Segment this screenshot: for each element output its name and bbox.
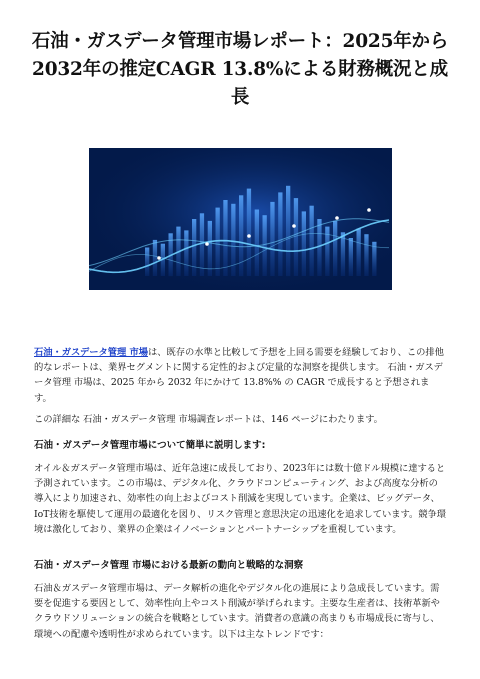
section2-paragraph: 石油＆ガスデータ管理市場は、データ解析の進化やデジタル化の進展により急成長しています。需要を促進する要因として、効率性向上やコスト削減が挙げられます。主要な生産者は、技術革新やクラウドソリューションの統合を戦略としています。消費者の意識の高まりも市場成長に寄与し、環境への配慮や透明性が求められています。以下は主なトレンドです： [34,583,440,640]
hero-bar [263,215,267,276]
hero-dot [157,256,161,260]
hero-bar [208,221,212,276]
section2-heading: 石油・ガスデータ管理 市場における最新の動向と戦略的な洞察 [34,560,304,571]
hero-dot [335,216,339,220]
pages-paragraph: この詳細な 石油・ガスデータ管理 市場調査レポートは、146 ページにわたります。 [34,414,383,425]
hero-bar [145,248,149,277]
hero-bar [184,230,188,276]
hero-bar [270,202,274,276]
section1-heading: 石油・ガスデータ管理市場について簡単に説明します: [34,440,266,451]
hero-bar [200,213,204,276]
hero-bar [153,240,157,276]
hero-dot [205,242,209,246]
market-link[interactable]: 石油・ガスデータ管理 市場 [34,347,148,358]
hero-chart-image [89,148,392,290]
page-title: 石油・ガスデータ管理市場レポート：2025年から2032年の推定CAGR 13.8%による財務概況と成長 [31,31,449,108]
intro-text: は、既存の水準と比較して予想を上回る需要を経験しており、この排他的なレポートは、業界セグメントに関する定性的および定量的な洞察を提供します。 石油・ガスデータ管理 市場は、2025 年から 2032 年にかけて 13.8%% の CAGR で成長すると予想されます。 [34,347,444,404]
hero-bar [364,234,368,276]
hero-bar [349,238,353,276]
hero-bar [278,192,282,276]
section1-paragraph: オイル＆ガスデータ管理市場は、近年急速に成長しており、2023年には数十億ドル規模に達すると予測されています。この市場は、デジタル化、クラウドコンピューティング、および高度な分析の導入により加速され、効率性の向上およびコスト削減を実現しています。企業は、ビッグデータ、IoT技術を駆使して運用の最適化を図り、リスク管理と意思決定の迅速化を追求しています。競争環境は激化しており、業界の企業はイノベーションとパートナーシップを重視しています。 [34,463,447,535]
hero-bar [247,189,251,276]
hero-bar [294,198,298,276]
hero-dot [247,234,251,238]
hero-bar [223,200,227,276]
hero-bar [333,221,337,276]
hero-bar [302,211,306,276]
intro-paragraph [34,345,446,406]
hero-bar [216,208,220,276]
hero-dot [367,208,371,212]
hero-bar [357,229,361,277]
hero-chart-graphic [89,148,392,290]
hero-dot [292,224,296,228]
hero-bar [286,186,290,276]
hero-bar [239,195,243,276]
hero-bar [255,210,259,277]
hero-bar [310,206,314,276]
